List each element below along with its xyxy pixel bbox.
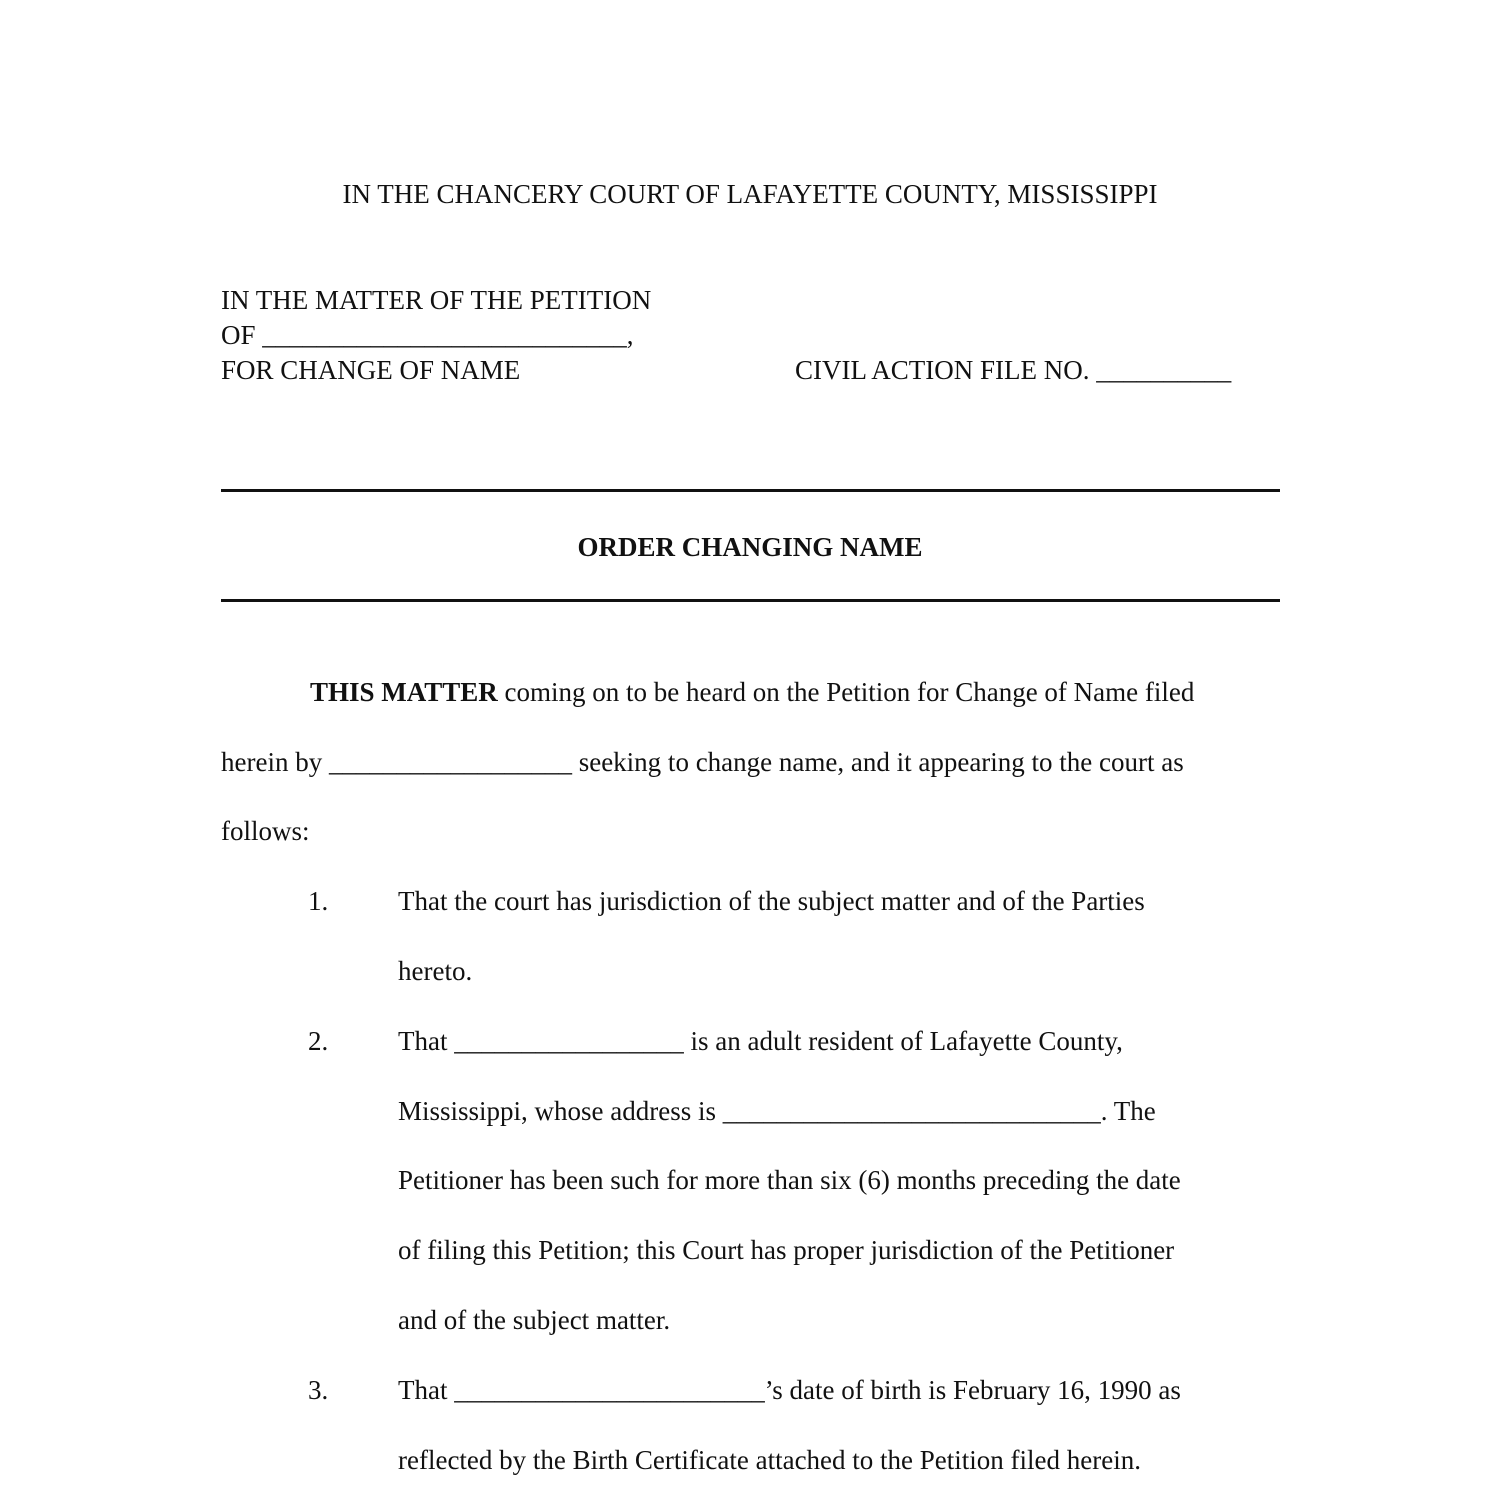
court-heading: IN THE CHANCERY COURT OF LAFAYETTE COUNTY, MISSISSIPPI <box>342 179 1158 209</box>
intro-line-1-text: coming on to be heard on the Petition for Change of Name filed <box>497 677 1195 707</box>
item-3-number: 3. <box>308 1375 329 1405</box>
intro-bold-lead: THIS MATTER <box>310 677 498 707</box>
title-rule-top <box>221 489 1280 492</box>
intro-line-3: follows: <box>221 816 310 846</box>
item-1-number: 1. <box>308 886 329 916</box>
caption-line-2: OF ___________________________, <box>221 320 634 350</box>
intro-line-1 <box>310 676 1194 708</box>
item-1-line-2: hereto. <box>398 956 473 986</box>
order-title: ORDER CHANGING NAME <box>577 532 923 562</box>
item-3-line-2: reflected by the Birth Certificate attached to the Petition filed herein. <box>398 1445 1141 1475</box>
item-2-line-4: of filing this Petition; this Court has proper jurisdiction of the Petitioner <box>398 1235 1175 1265</box>
item-2-line-5: and of the subject matter. <box>398 1305 671 1335</box>
caption-line-1: IN THE MATTER OF THE PETITION <box>221 285 652 315</box>
item-3-line-1: That _______________________’s date of birth is February 16, 1990 as <box>398 1375 1181 1405</box>
item-2-line-2: Mississippi, whose address is ____________________________. The <box>398 1096 1156 1126</box>
caption-line-3: FOR CHANGE OF NAME <box>221 355 521 385</box>
intro-line-2: herein by __________________ seeking to change name, and it appearing to the court as <box>221 747 1184 777</box>
item-2-line-3: Petitioner has been such for more than six (6) months preceding the date <box>398 1165 1181 1195</box>
item-2-number: 2. <box>308 1026 329 1056</box>
item-2-line-1: That _________________ is an adult resident of Lafayette County, <box>398 1026 1123 1056</box>
civil-action-file-no: CIVIL ACTION FILE NO. __________ <box>795 355 1232 385</box>
title-rule-bottom <box>221 599 1280 602</box>
item-1-line-1: That the court has jurisdiction of the subject matter and of the Parties <box>398 886 1145 916</box>
